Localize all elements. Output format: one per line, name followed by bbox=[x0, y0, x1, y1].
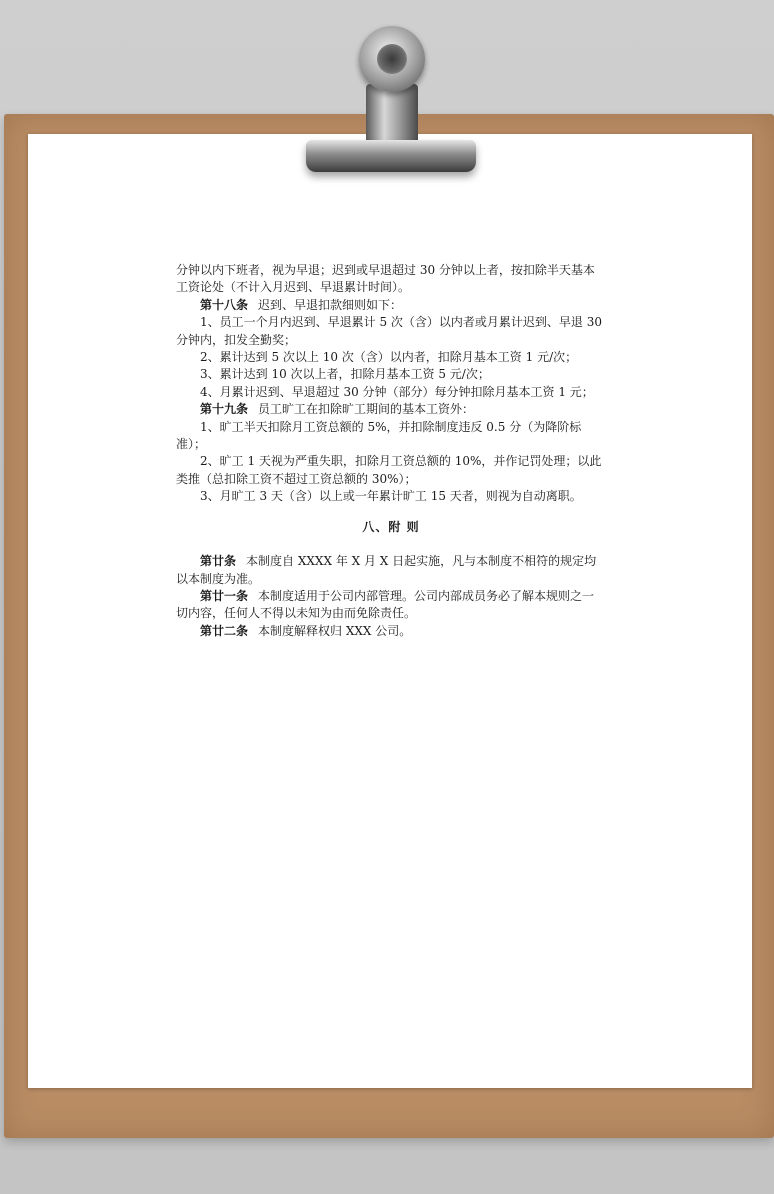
article-19-title: 员工旷工在扣除旷工期间的基本工资外： bbox=[258, 402, 475, 417]
article-22 bbox=[176, 623, 606, 640]
article-19-item-1: 1、旷工半天扣除月工资总额的 5%，并扣除制度违反 0.5 分（为降阶标准）； bbox=[176, 419, 582, 452]
article-18-item-1: 1、员工一个月内迟到、早退累计 5 次（含）以内者或月累计迟到、早退 30 分钟内，扣发全勤奖； bbox=[176, 315, 602, 347]
article-18-item-2: 2、累计达到 5 次以上 10 次（含）以内者，扣除月基本工资 1 元/次； bbox=[200, 350, 578, 365]
paragraph-continued: 分钟以内下班者，视为早退；迟到或早退超过 30 分钟以上者，按扣除半天基本工资论处（不计入月迟到、早退累计时间）。 bbox=[176, 263, 595, 295]
article-20-label: 第廿条 bbox=[200, 554, 237, 569]
clip-ring-hole bbox=[377, 44, 407, 74]
article-18-title: 迟到、早退扣款细则如下： bbox=[258, 297, 403, 312]
article-18 bbox=[176, 297, 606, 314]
article-18-item-4: 4、月累计迟到、早退超过 30 分钟（部分）每分钟扣除月基本工资 1 元； bbox=[200, 384, 594, 399]
article-19-item-2: 2、旷工 1 天视为严重失职，扣除月工资总额的 10%，并作记罚处理；以此类推（总扣除工资不超过工资总额的 30%）； bbox=[176, 454, 602, 486]
article-19 bbox=[176, 401, 606, 418]
document-body bbox=[176, 262, 606, 640]
clip-base bbox=[306, 140, 476, 172]
article-21-label: 第廿一条 bbox=[200, 588, 249, 603]
article-22-label: 第廿二条 bbox=[200, 623, 249, 638]
article-20 bbox=[176, 553, 606, 588]
article-21-text: 本制度适用于公司内部管理。公司内部成员务必了解本规则之一切内容，任何人不得以未知为由而免除责任。 bbox=[176, 588, 595, 621]
article-22-text: 本制度解释权归 XXX 公司。 bbox=[258, 623, 412, 638]
article-20-text: 本制度自 XXXX 年 X 月 X 日起实施，凡与本制度不相符的规定均以本制度为准。 bbox=[176, 554, 597, 586]
clip-neck bbox=[366, 84, 418, 144]
article-18-item-3: 3、累计达到 10 次以上者，扣除月基本工资 5 元/次； bbox=[200, 367, 490, 382]
article-21 bbox=[176, 588, 606, 623]
article-19-label: 第十九条 bbox=[200, 402, 249, 417]
article-18-label: 第十八条 bbox=[200, 297, 249, 312]
article-19-item-3: 3、月旷工 3 天（含）以上或一年累计旷工 15 天者，则视为自动离职。 bbox=[200, 489, 582, 504]
section-heading: 八、附 则 bbox=[362, 519, 420, 534]
